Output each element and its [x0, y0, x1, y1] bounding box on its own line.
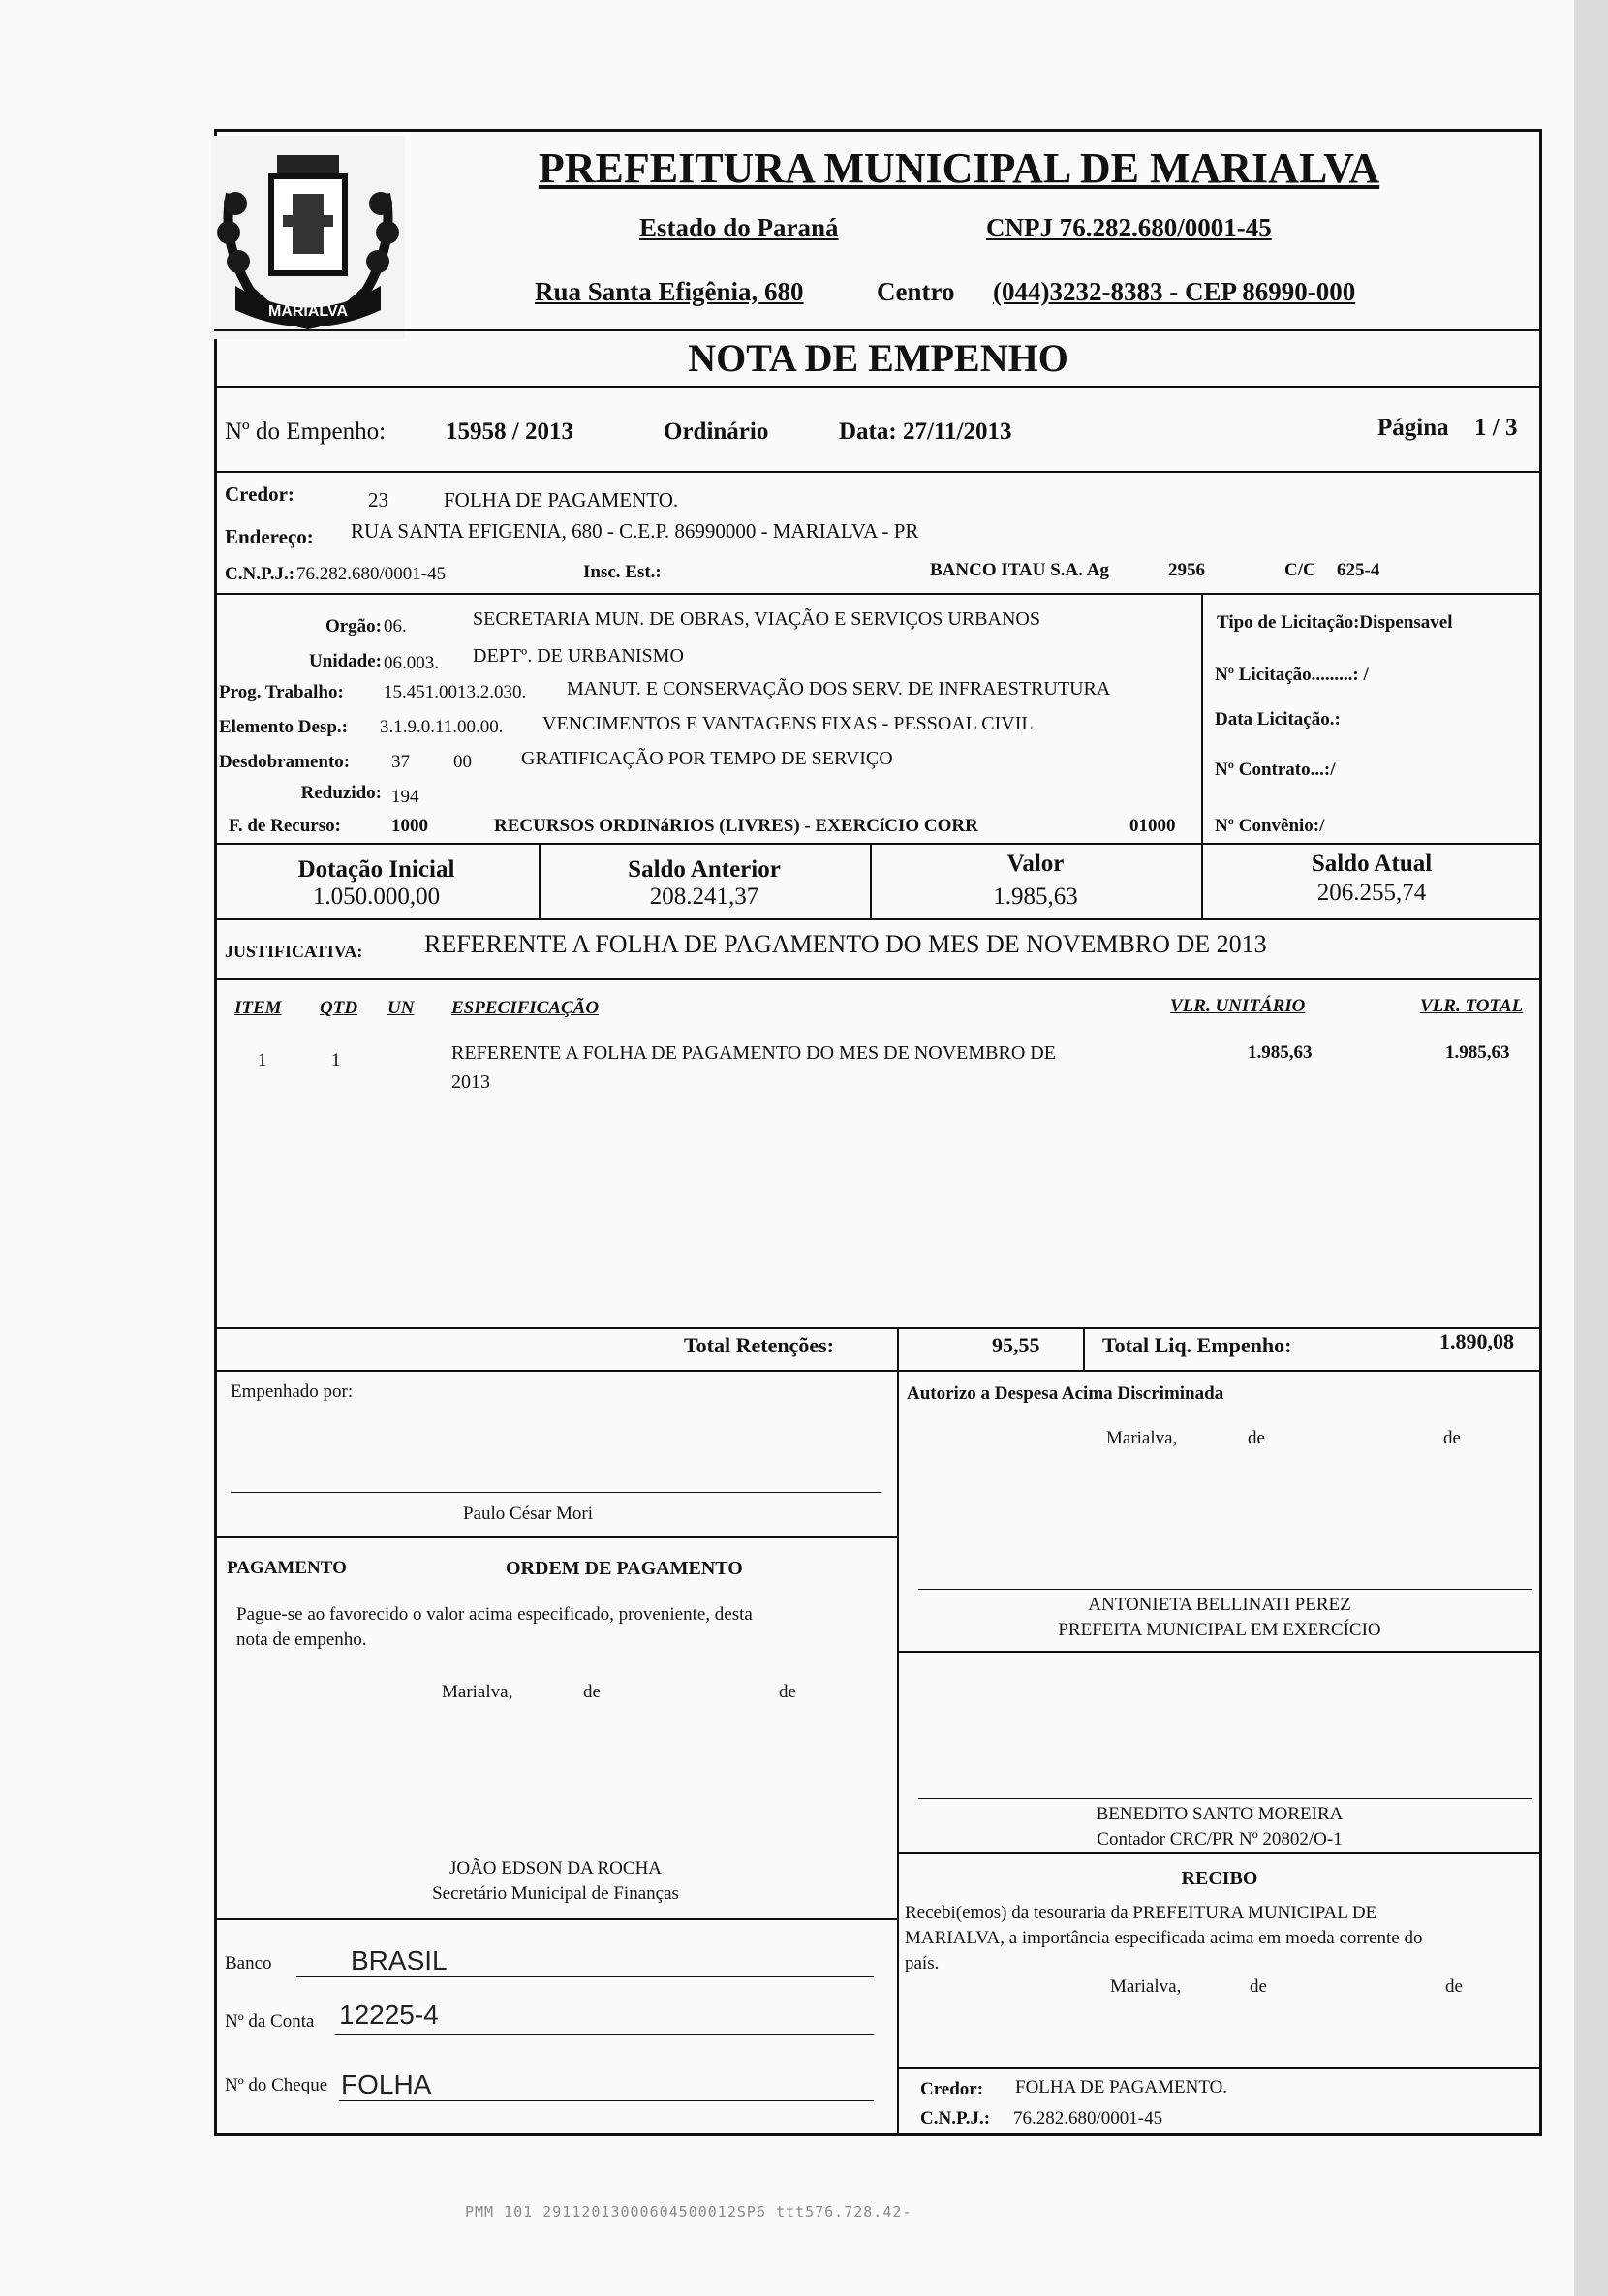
convenio-numero: Nº Convênio:/ [1215, 816, 1325, 836]
col-spec: ESPECIFICAÇÃO [451, 998, 600, 1018]
cheque-value: FOLHA [341, 2069, 432, 2099]
saldo-anterior-value: 208.241,37 [649, 884, 759, 910]
empenhado-label: Empenhado por: [231, 1381, 354, 1402]
ordem-pagamento-label: ORDEM DE PAGAMENTO [506, 1558, 743, 1579]
page-number: 1 / 3 [1474, 415, 1518, 441]
liquido-label: Total Liq. Empenho: [1102, 1333, 1292, 1357]
recurso-number: 01000 [1129, 816, 1176, 836]
pagamento-text-1: Pague-se ao favorecido o valor acima especificado, proveniente, desta [236, 1604, 753, 1625]
page-title: PREFEITURA MUNICIPAL DE MARIALVA [538, 144, 1380, 192]
orgao-code: 06. [384, 616, 407, 636]
justificativa-text: REFERENTE A FOLHA DE PAGAMENTO DO MES DE NOVEMBRO DE 2013 [424, 930, 1267, 958]
desdob-label: Desdobramento: [219, 752, 351, 772]
elemento-name: VENCIMENTOS E VANTAGENS FIXAS - PESSOAL CIVIL [542, 713, 1034, 734]
saldo-atual-value: 206.255,74 [1316, 880, 1427, 906]
desdob-sub: 00 [453, 752, 472, 772]
item-total-value: 1.985,63 [1445, 1042, 1510, 1063]
elemento-label: Elemento Desp.: [219, 717, 348, 737]
col-item: ITEM [234, 998, 282, 1018]
empenhado-name: Paulo César Mori [463, 1504, 594, 1524]
elemento-code: 3.1.9.0.11.00.00. [380, 717, 504, 737]
recurso-code: 1000 [391, 816, 428, 836]
footer-credor-label: Credor: [920, 2079, 984, 2099]
cheque-label: Nº do Cheque [225, 2075, 328, 2095]
cc-number: 625-4 [1337, 560, 1380, 580]
item-unit-value: 1.985,63 [1248, 1042, 1313, 1063]
empenho-type: Ordinário [664, 419, 769, 445]
conta-value: 12225-4 [339, 2000, 439, 2030]
desdob-name: GRATIFICAÇÃO POR TEMPO DE SERVIÇO [521, 748, 893, 769]
document-title: NOTA DE EMPENHO [688, 336, 1068, 380]
pagamento-text-2: nota de empenho. [236, 1629, 367, 1650]
empenho-number-label: Nº do Empenho: [225, 419, 387, 445]
cnpj-header: CNPJ 76.282.680/0001-45 [986, 213, 1272, 242]
orgao-label: Orgão: [325, 616, 382, 636]
city-crest-logo [211, 136, 405, 339]
item-spec-line2: 2013 [451, 1071, 490, 1093]
licitacao-data: Data Licitação.: [1215, 709, 1341, 729]
unidade-name: DEPTº. DE URBANISMO [473, 645, 684, 667]
licitacao-tipo: Tipo de Licitação:Dispensavel [1217, 612, 1453, 633]
prog-name: MANUT. E CONSERVAÇÃO DOS SERV. DE INFRAESTRUTURA [567, 678, 1111, 699]
bank-agency: 2956 [1168, 560, 1205, 580]
credor-code: 23 [368, 488, 388, 512]
credor-label: Credor: [225, 482, 294, 506]
contador-name: BENEDITO SANTO MOREIRA [1096, 1804, 1344, 1824]
justificativa-label: JUSTIFICATIVA: [225, 942, 363, 961]
footer-cnpj-label: C.N.P.J.: [920, 2108, 991, 2128]
valor-label: Valor [1006, 851, 1065, 877]
recibo-line-1: Recebi(emos) da tesouraria da PREFEITURA MUNICIPAL DE [905, 1903, 1377, 1923]
col-unit-value: VLR. UNITÁRIO [1170, 996, 1306, 1016]
footer-cnpj-value: 76.282.680/0001-45 [1013, 2108, 1163, 2128]
unidade-code: 06.003. [384, 653, 439, 673]
recibo-de2: de [1445, 1976, 1463, 1997]
bank-name: BANCO ITAU S.A. Ag [930, 560, 1109, 580]
prog-code: 15.451.0013.2.030. [384, 682, 527, 702]
valor-value: 1.985,63 [993, 884, 1078, 910]
dotacao-label: Dotação Inicial [297, 856, 455, 883]
phone-cep-header: (044)3232-8383 - CEP 86990-000 [993, 277, 1356, 306]
processing-stamp: PMM 101 29112013000604500012SP6 ttt576.728.42- [465, 2203, 912, 2220]
prefeita-name: ANTONIETA BELLINATI PEREZ [1088, 1595, 1351, 1615]
cnpj-label: C.N.P.J.: [225, 564, 295, 584]
recibo-de1: de [1250, 1976, 1267, 1997]
recibo-city: Marialva, [1110, 1976, 1182, 1997]
state-label: Estado do Paraná [639, 213, 839, 242]
item-qty: 1 [331, 1050, 341, 1070]
item-number: 1 [258, 1050, 267, 1070]
address-label: Endereço: [225, 525, 314, 548]
cc-label: C/C [1284, 560, 1316, 580]
credor-name: FOLHA DE PAGAMENTO. [444, 488, 679, 512]
orgao-name: SECRETARIA MUN. DE OBRAS, VIAÇÃO E SERVIÇOS URBANOS [473, 608, 1040, 630]
secretario-name: JOÃO EDSON DA ROCHA [448, 1858, 663, 1878]
saldo-anterior-label: Saldo Anterior [628, 856, 781, 883]
address-header: Rua Santa Efigênia, 680 [535, 277, 804, 306]
autorizo-city: Marialva, [1106, 1428, 1178, 1448]
saldo-atual-label: Saldo Atual [1311, 851, 1433, 877]
prefeita-role: PREFEITA MUNICIPAL EM EXERCÍCIO [1058, 1620, 1381, 1640]
prog-label: Prog. Trabalho: [219, 682, 344, 702]
page-label: Página [1377, 415, 1449, 441]
desdob-code: 37 [391, 752, 410, 772]
col-qtd: QTD [320, 998, 358, 1018]
insc-label: Insc. Est.: [583, 562, 662, 582]
conta-label: Nº da Conta [225, 2011, 315, 2032]
district-header: Centro [877, 277, 955, 306]
credor-cnpj: 76.282.680/0001-45 [296, 564, 447, 584]
contrato-numero: Nº Contrato...:/ [1215, 760, 1336, 780]
pagamento-label: PAGAMENTO [227, 1558, 347, 1578]
empenho-date: Data: 27/11/2013 [839, 419, 1012, 445]
banco-label: Banco [225, 1953, 272, 1973]
col-un: UN [387, 998, 415, 1018]
credor-address: RUA SANTA EFIGENIA, 680 - C.E.P. 86990000 - MARIALVA - PR [351, 519, 919, 543]
recibo-line-2: MARIALVA, a importância especificada acima em moeda corrente do [905, 1928, 1423, 1948]
reduzido-label: Reduzido: [300, 783, 382, 803]
reduzido-value: 194 [391, 787, 419, 807]
autorizo-de2: de [1443, 1428, 1461, 1448]
crest-text: MARIALVA [267, 303, 349, 320]
pagamento-city: Marialva, [442, 1682, 513, 1702]
recibo-title: RECIBO [1181, 1868, 1258, 1889]
liquido-value: 1.890,08 [1439, 1329, 1514, 1353]
banco-value: BRASIL [351, 1945, 448, 1975]
pagamento-de1: de [583, 1682, 601, 1702]
autorizo-de1: de [1248, 1428, 1265, 1448]
item-spec: REFERENTE A FOLHA DE PAGAMENTO DO MES DE NOVEMBRO DE [451, 1042, 1056, 1064]
pagamento-de2: de [779, 1682, 796, 1702]
retencoes-value: 95,55 [992, 1333, 1040, 1357]
dotacao-value: 1.050.000,00 [312, 884, 441, 910]
recurso-label: F. de Recurso: [229, 816, 341, 836]
recurso-name: RECURSOS ORDINáRIOS (LIVRES) - EXERCíCIO CORR [494, 816, 978, 836]
contador-role: Contador CRC/PR Nº 20802/O-1 [1097, 1829, 1343, 1849]
unidade-label: Unidade: [309, 651, 382, 671]
autorizo-label: Autorizo a Despesa Acima Discriminada [907, 1383, 1224, 1404]
secretario-role: Secretário Municipal de Finanças [432, 1883, 679, 1904]
footer-credor-name: FOLHA DE PAGAMENTO. [1015, 2077, 1228, 2097]
empenho-number: 15958 / 2013 [446, 419, 573, 445]
licitacao-numero: Nº Licitação.........: / [1215, 665, 1369, 685]
recibo-line-3: país. [905, 1953, 940, 1973]
col-total-value: VLR. TOTAL [1420, 996, 1524, 1016]
retencoes-label: Total Retenções: [684, 1333, 834, 1357]
